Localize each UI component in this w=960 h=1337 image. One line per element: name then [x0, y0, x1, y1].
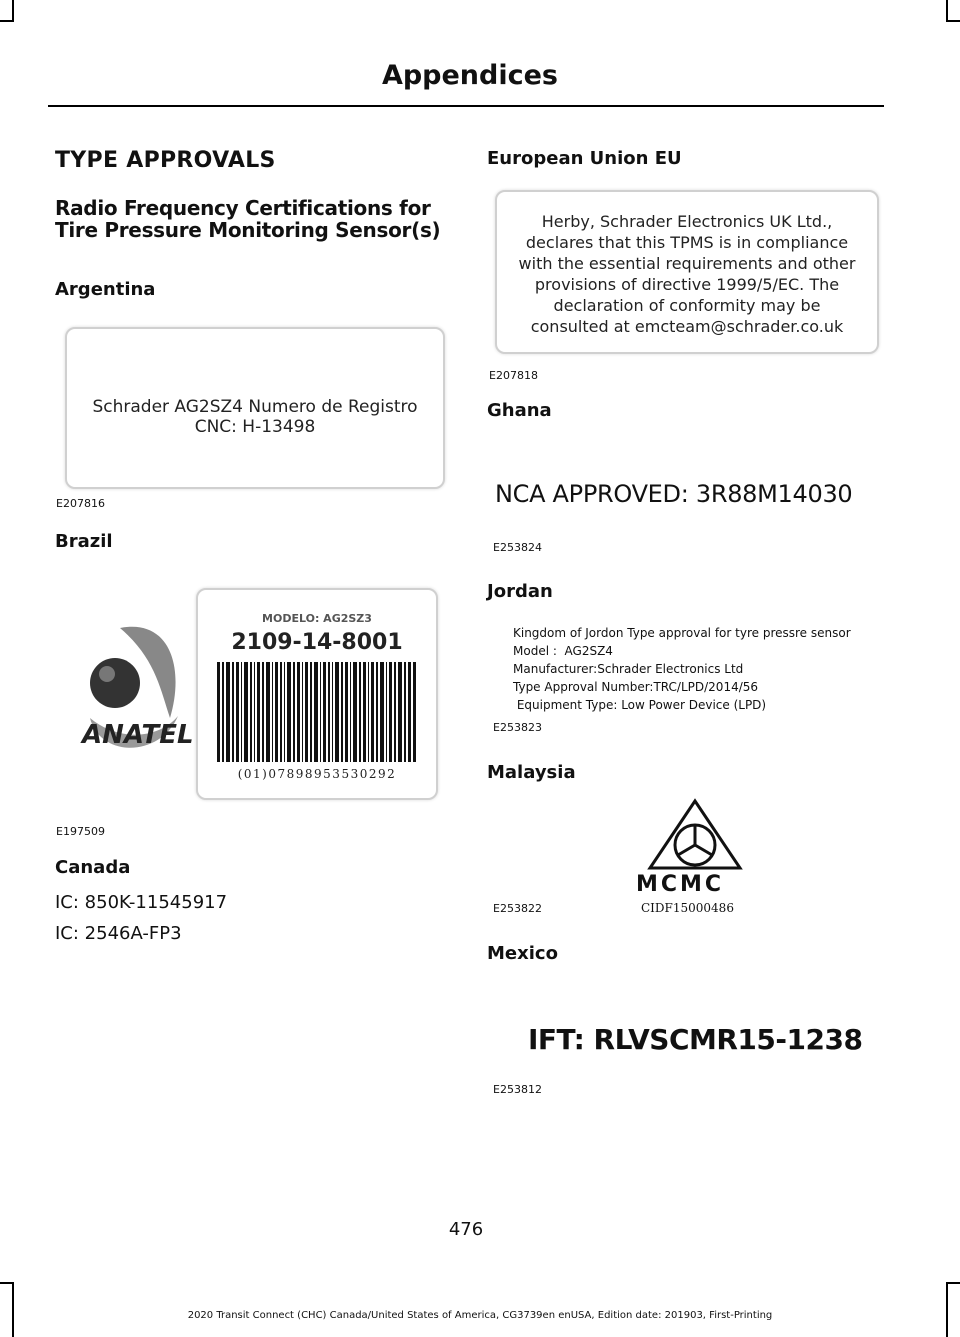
mexico-label: IFT: RLVSCMR15-1238: [528, 1023, 863, 1056]
jordan-line-4: Type Approval Number:TRC/LPD/2014/56: [513, 680, 759, 694]
header-rule: [48, 105, 884, 107]
figure-code-jordan: E253823: [493, 721, 542, 734]
heading-ghana: Ghana: [487, 400, 552, 421]
heading-mexico: Mexico: [487, 943, 558, 964]
argentina-label: [65, 327, 445, 489]
crop-mark-bottom-left-h: [0, 1282, 14, 1284]
eu-line-5: declaration of conformity may be: [553, 296, 821, 315]
eu-line-1: Herby, Schrader Electronics UK Ltd.,: [541, 212, 833, 231]
jordan-line-3: Manufacturer:Schrader Electronics Ltd: [513, 662, 744, 676]
brazil-cert-number: 2109-14-8001: [231, 630, 403, 655]
heading-argentina: Argentina: [55, 279, 156, 300]
crop-mark-top-left-h: [0, 20, 14, 22]
mcmc-logo-text: MCMC: [636, 872, 725, 897]
figure-code-eu: E207818: [489, 369, 538, 382]
canada-ic-2: IC: 2546A-FP3: [55, 923, 182, 944]
mcmc-logo-icon: [640, 798, 750, 873]
brazil-barcode-text: (01)07898953530292: [237, 767, 397, 781]
subsection-title: Radio Frequency Certifications for Tire Pressure Monitoring Sensor(s): [55, 196, 441, 242]
eu-label: [495, 190, 879, 354]
heading-eu: European Union EU: [487, 148, 682, 169]
heading-jordan: Jordan: [487, 581, 553, 602]
crop-mark-top-right-v: [946, 0, 948, 22]
figure-code-brazil: E197509: [56, 825, 105, 838]
brazil-label: [60, 578, 438, 806]
anatel-logo-icon: [60, 588, 200, 788]
eu-line-6: consulted at emcteam@schrader.co.uk: [530, 317, 844, 336]
page-number: 476: [448, 1219, 484, 1240]
brazil-model: MODELO: AG2SZ3: [262, 612, 372, 625]
heading-brazil: Brazil: [55, 531, 113, 552]
barcode-icon: [217, 662, 417, 762]
heading-canada: Canada: [55, 857, 131, 878]
heading-malaysia: Malaysia: [487, 762, 576, 783]
footer-text: 2020 Transit Connect (CHC) Canada/United States of America, CG3739en enUSA, Edition date: 201903, First-Printing: [187, 1310, 773, 1321]
page-header-title: Appendices: [381, 60, 558, 91]
eu-line-3: with the essential requirements and other: [518, 254, 856, 273]
ghana-label: NCA APPROVED: 3R88M14030: [495, 480, 853, 508]
figure-code-malaysia: E253822: [493, 902, 542, 915]
figure-code-argentina: E207816: [56, 497, 105, 510]
jordan-line-1: Kingdom of Jordon Type approval for tyre pressre sensor: [513, 626, 851, 640]
crop-mark-top-right-h: [946, 20, 960, 22]
eu-line-4: provisions of directive 1999/5/EC. The: [534, 275, 840, 294]
eu-line-2: declares that this TPMS is in compliance: [525, 233, 849, 252]
figure-code-mexico: E253812: [493, 1083, 542, 1096]
brazil-barcode-card: [196, 588, 438, 800]
malaysia-cert-text: CIDF15000486: [641, 901, 734, 915]
crop-mark-top-left-v: [12, 0, 14, 22]
jordan-line-2: Model : AG2SZ4: [513, 644, 613, 658]
crop-mark-bottom-right-h: [946, 1282, 960, 1284]
figure-code-ghana: E253824: [493, 541, 542, 554]
argentina-label-line2: CNC: H-13498: [194, 417, 316, 437]
anatel-logo-text: ANATEL: [82, 720, 194, 750]
canada-ic-1: IC: 850K-11545917: [55, 892, 228, 913]
argentina-label-line1: Schrader AG2SZ4 Numero de Registro: [92, 397, 418, 417]
section-title: TYPE APPROVALS: [55, 148, 276, 173]
jordan-line-5: Equipment Type: Low Power Device (LPD): [513, 698, 767, 712]
